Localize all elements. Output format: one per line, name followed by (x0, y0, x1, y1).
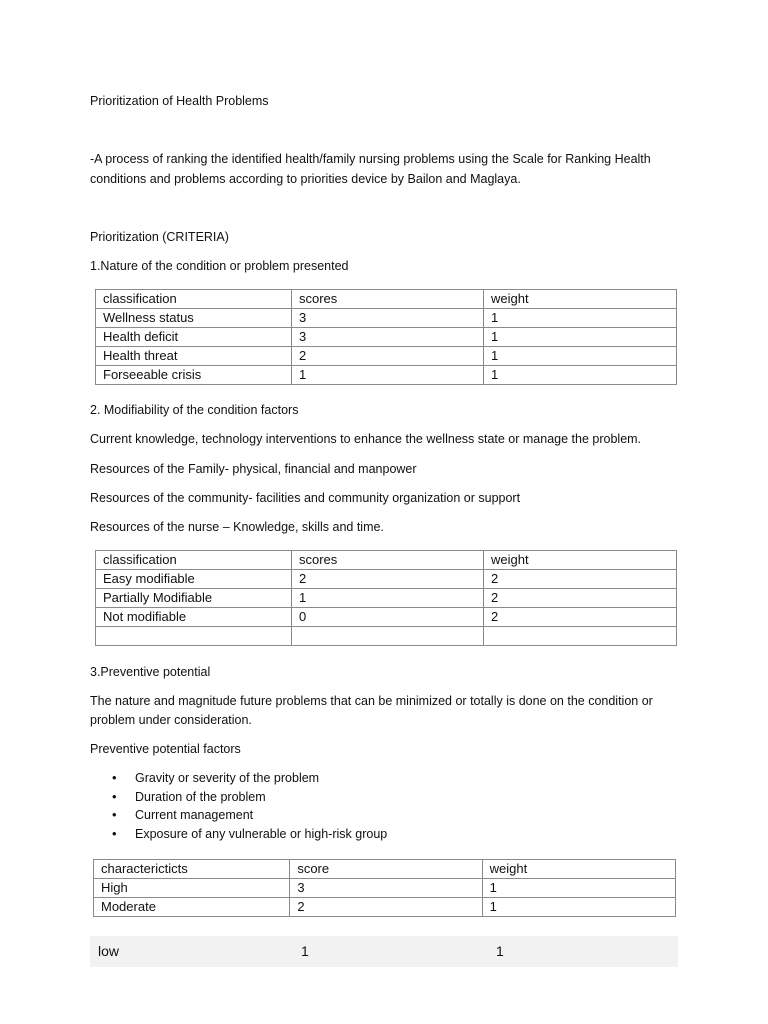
low-row-characteristic: low (98, 943, 120, 959)
preventive-factors-heading: Preventive potential factors (90, 742, 241, 756)
table-cell: 1 (484, 309, 677, 328)
table-row (96, 570, 677, 589)
modifiability-line-3: Resources of the community- facilities and community organization or support (90, 491, 521, 505)
table-cell: 1 (484, 366, 677, 385)
table-cell: Forseeable crisis (96, 366, 292, 385)
table-row (96, 328, 677, 347)
low-row-score: 1 (301, 943, 309, 959)
table-header-cell: scores (292, 551, 484, 570)
section2-heading: 2. Modifiability of the condition factors (90, 403, 299, 417)
table-cell: 2 (290, 898, 482, 917)
table-cell: Health threat (96, 347, 292, 366)
table-cell: 1 (482, 898, 675, 917)
list-item: • Gravity or severity of the problem (90, 769, 387, 788)
preventive-desc-line-1: The nature and magnitude future problems that can be minimized or totally is done on the condition or (90, 694, 653, 708)
preventive-factors-list (90, 769, 387, 843)
intro-line-1: -A process of ranking the identified health/family nursing problems using the Scale for Ranking Health (90, 152, 651, 166)
table-cell: 2 (484, 589, 677, 608)
table-row (94, 898, 676, 917)
table-cell: 2 (292, 347, 484, 366)
modifiability-line-1: Current knowledge, technology interventions to enhance the wellness state or manage the problem. (90, 432, 642, 446)
table-cell: 1 (482, 879, 675, 898)
table-row (96, 366, 677, 385)
list-item: • Exposure of any vulnerable or high-risk group (90, 825, 387, 844)
table-header-cell: classification (96, 290, 292, 309)
low-row-weight: 1 (496, 943, 504, 959)
table-row-empty (96, 627, 677, 646)
modifiability-line-2: Resources of the Family- physical, financial and manpower (90, 462, 417, 476)
table-cell: Wellness status (96, 309, 292, 328)
criteria-heading: Prioritization (CRITERIA) (90, 230, 229, 244)
table-header-row (96, 290, 677, 309)
table-row (94, 879, 676, 898)
nature-table (95, 289, 677, 385)
table-cell: 1 (292, 589, 484, 608)
table-row (96, 309, 677, 328)
table-cell: Health deficit (96, 328, 292, 347)
table-cell: 2 (292, 570, 484, 589)
table-cell: 1 (484, 347, 677, 366)
table-header-cell: score (290, 860, 482, 879)
table-row (96, 347, 677, 366)
table-cell-empty (292, 627, 484, 646)
table-cell-empty (484, 627, 677, 646)
table-header-cell: classification (96, 551, 292, 570)
table-cell: Easy modifiable (96, 570, 292, 589)
list-item: • Current management (90, 806, 387, 825)
table-header-cell: weight (482, 860, 675, 879)
section3-heading: 3.Preventive potential (90, 665, 211, 679)
table-row (96, 608, 677, 627)
table-cell: 1 (484, 328, 677, 347)
table-cell-empty (96, 627, 292, 646)
table-header-cell: weight (484, 290, 677, 309)
preventive-desc-line-2: problem under consideration. (90, 713, 252, 727)
preventive-table (93, 859, 676, 917)
modifiability-table (95, 550, 677, 646)
table-cell: 3 (292, 328, 484, 347)
table-row (96, 589, 677, 608)
page-title: Prioritization of Health Problems (90, 94, 269, 108)
table-cell: 3 (290, 879, 482, 898)
list-item: • Duration of the problem (90, 788, 387, 807)
section1-heading: 1.Nature of the condition or problem presented (90, 259, 349, 273)
table-cell: 0 (292, 608, 484, 627)
low-row (90, 936, 678, 967)
table-cell: 2 (484, 608, 677, 627)
table-cell: Moderate (94, 898, 290, 917)
table-cell: High (94, 879, 290, 898)
table-header-cell: scores (292, 290, 484, 309)
table-cell: 1 (292, 366, 484, 385)
table-cell: 3 (292, 309, 484, 328)
table-header-row (96, 551, 677, 570)
table-header-cell: charactericticts (94, 860, 290, 879)
table-cell: 2 (484, 570, 677, 589)
table-cell: Partially Modifiable (96, 589, 292, 608)
intro-line-2: conditions and problems according to priorities device by Bailon and Maglaya. (90, 172, 521, 186)
modifiability-line-4: Resources of the nurse – Knowledge, skills and time. (90, 520, 384, 534)
table-cell: Not modifiable (96, 608, 292, 627)
table-header-row (94, 860, 676, 879)
table-header-cell: weight (484, 551, 677, 570)
